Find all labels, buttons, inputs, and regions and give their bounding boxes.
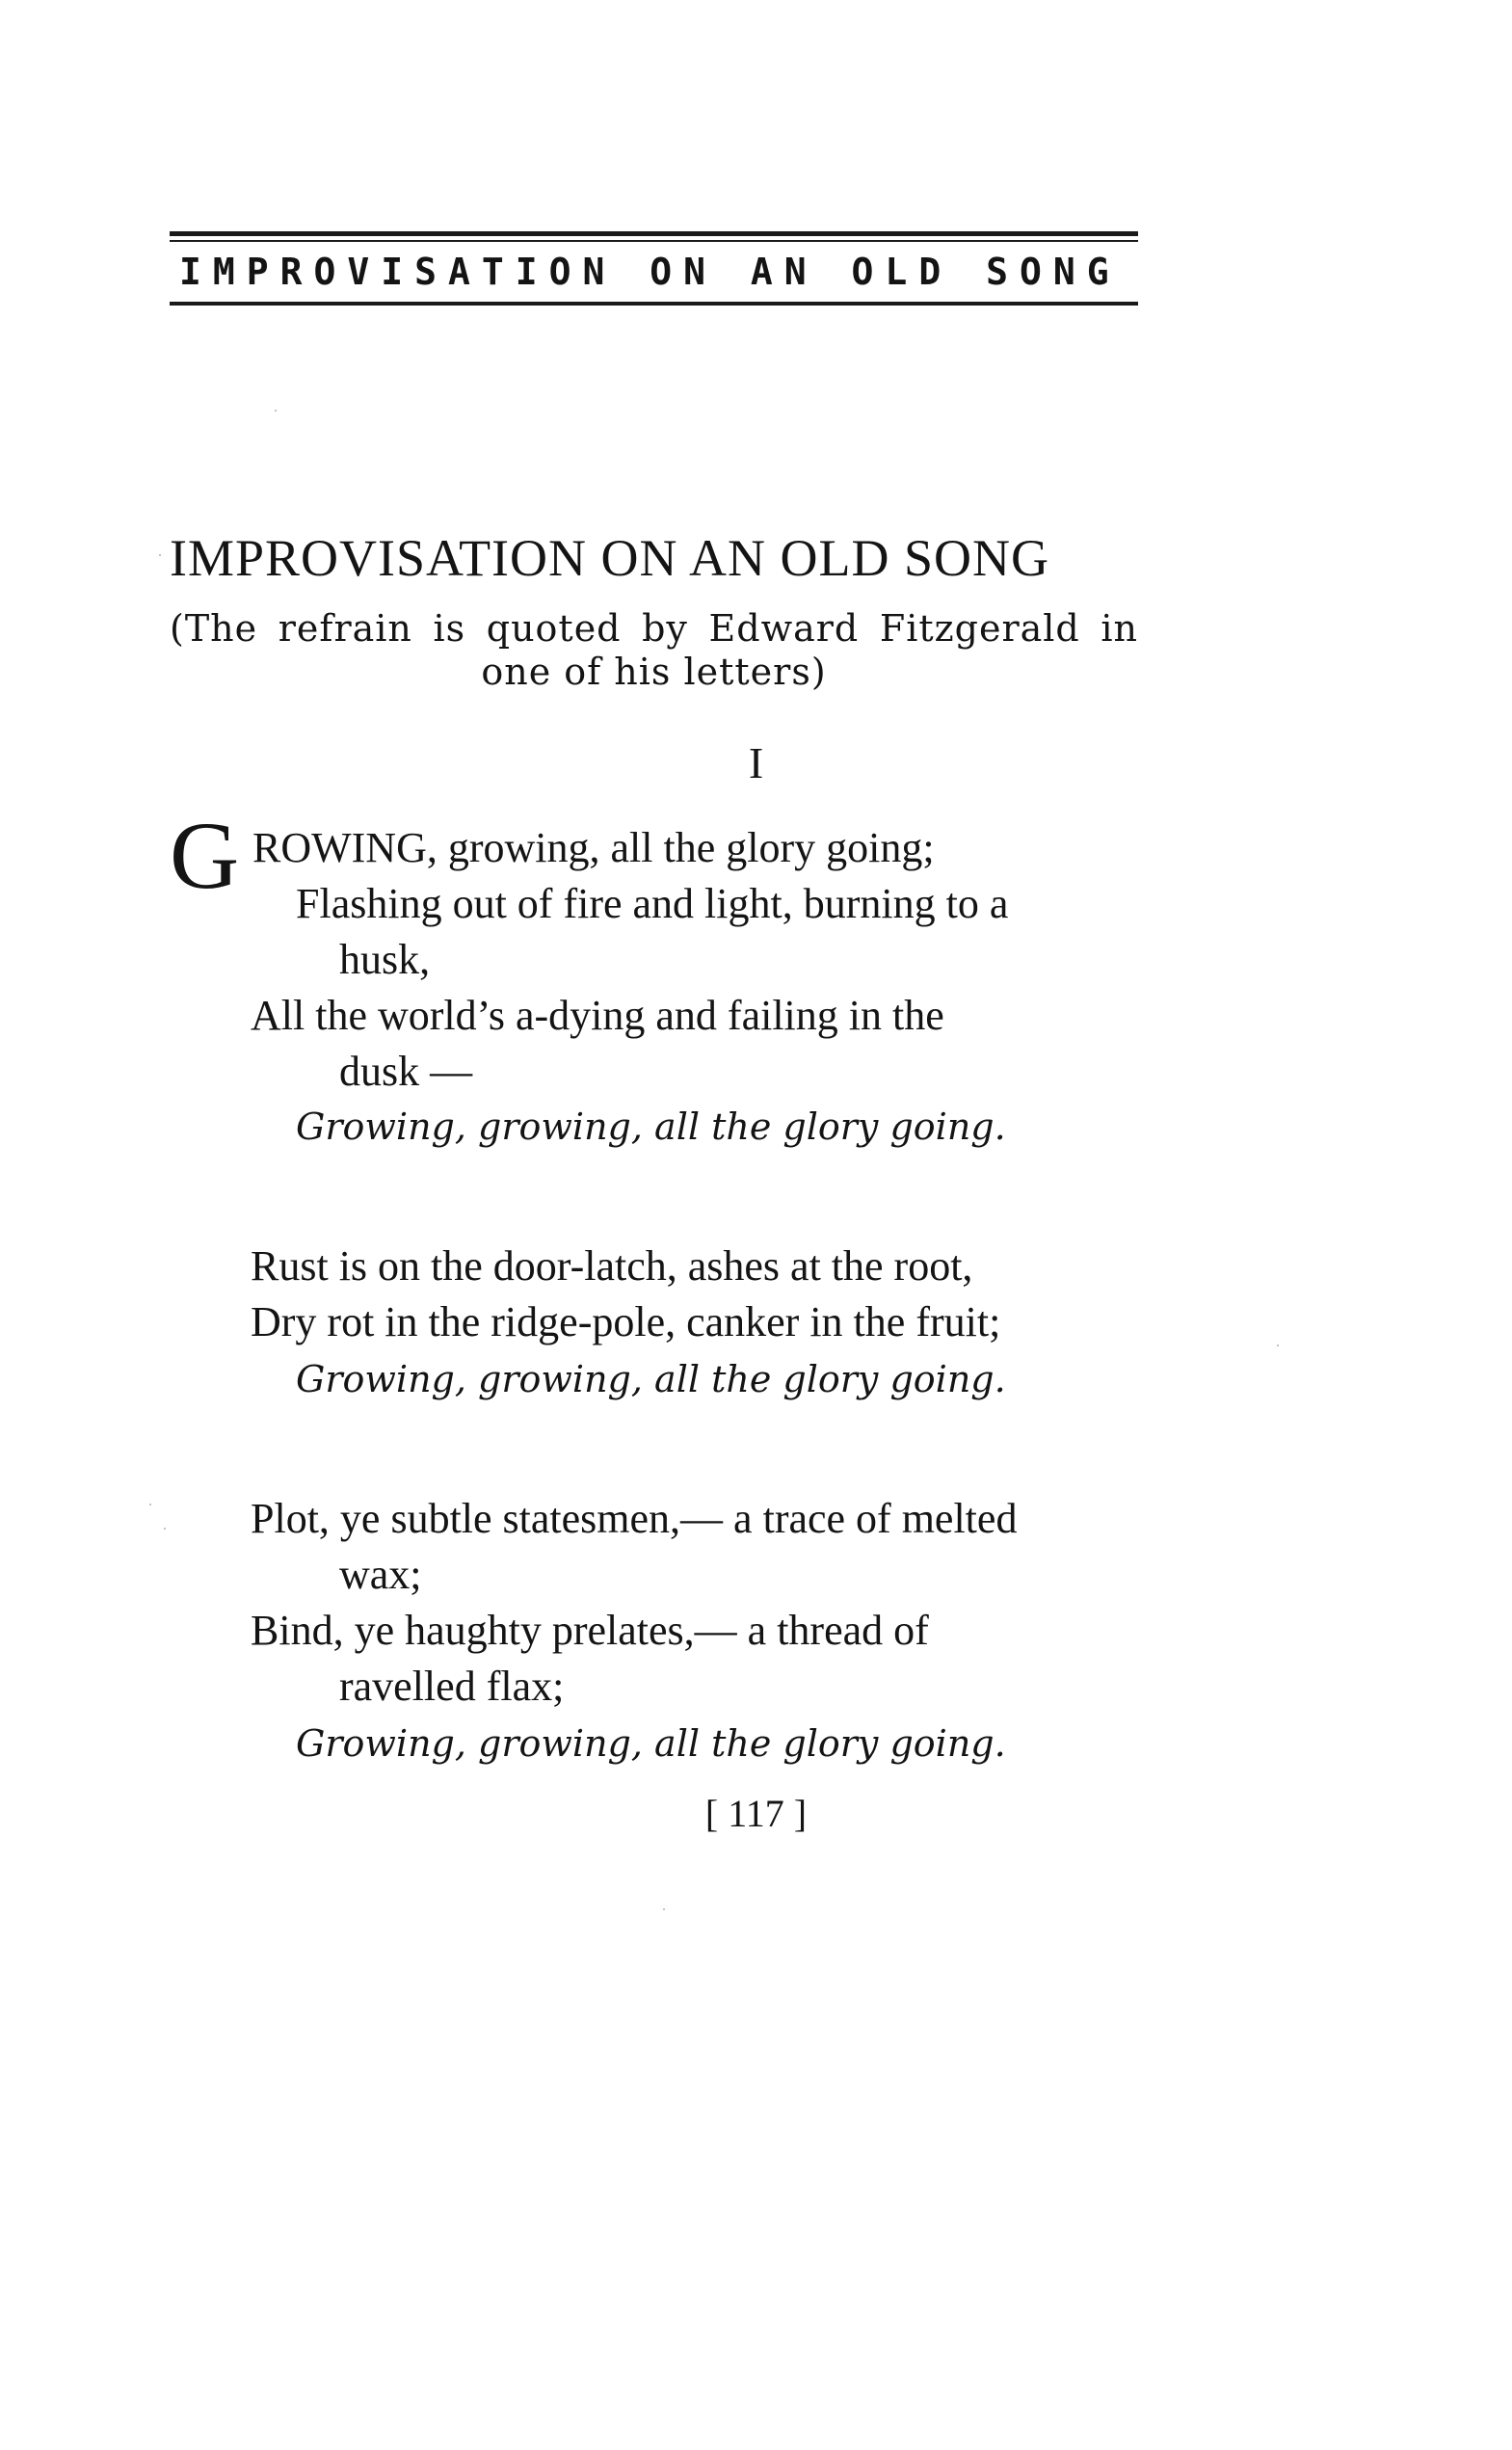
stanza3-line1: Plot, ye subtle statesmen,— a trace of melted xyxy=(251,1495,1018,1542)
print-speck xyxy=(159,554,161,556)
running-head xyxy=(170,231,1138,306)
stanza2-line1: Rust is on the door-latch, ashes at the root, xyxy=(251,1242,973,1290)
stanza3-line2-cont: ravelled flax; xyxy=(339,1663,565,1710)
print-speck xyxy=(164,1528,166,1530)
running-head-text: IMPROVISATION ON AN OLD SONG xyxy=(179,251,1121,293)
print-speck xyxy=(275,410,277,412)
page-number: [ 117 ] xyxy=(704,1792,808,1835)
stanza1-line1: ROWING, growing, all the glory going; xyxy=(252,824,935,871)
header-rule-top xyxy=(170,231,1138,236)
stanza3-line1-cont: wax; xyxy=(339,1551,422,1598)
drop-cap: G xyxy=(170,802,240,909)
stanza1-line2-cont: husk, xyxy=(339,936,431,983)
stanza1-line2: Flashing out of fire and light, burning to a xyxy=(296,880,1009,927)
stanza1-line3-cont: dusk — xyxy=(339,1048,473,1095)
header-rule-bottom xyxy=(170,302,1138,306)
stanza3-line2: Bind, ye haughty prelates,— a thread of xyxy=(251,1607,929,1654)
section-number: I xyxy=(748,738,764,787)
stanza2-line2: Dry rot in the ridge-pole, canker in the fruit; xyxy=(251,1298,1001,1345)
subtitle-line-1: (The refrain is quoted by Edward Fitzgerald in xyxy=(170,607,1138,650)
print-speck xyxy=(1277,1345,1279,1346)
print-speck xyxy=(663,1908,665,1910)
poem-title: IMPROVISATION ON AN OLD SONG xyxy=(170,529,1050,587)
stanza3-refrain: Growing, growing, all the glory going. xyxy=(296,1722,1006,1765)
subtitle-line-2: one of his letters) xyxy=(481,651,827,693)
stanza1-refrain: Growing, growing, all the glory going. xyxy=(296,1105,1006,1148)
stanza1-line3: All the world’s a-dying and failing in the xyxy=(251,992,944,1039)
stanza2-refrain: Growing, growing, all the glory going. xyxy=(296,1358,1006,1400)
print-speck xyxy=(149,1504,151,1505)
